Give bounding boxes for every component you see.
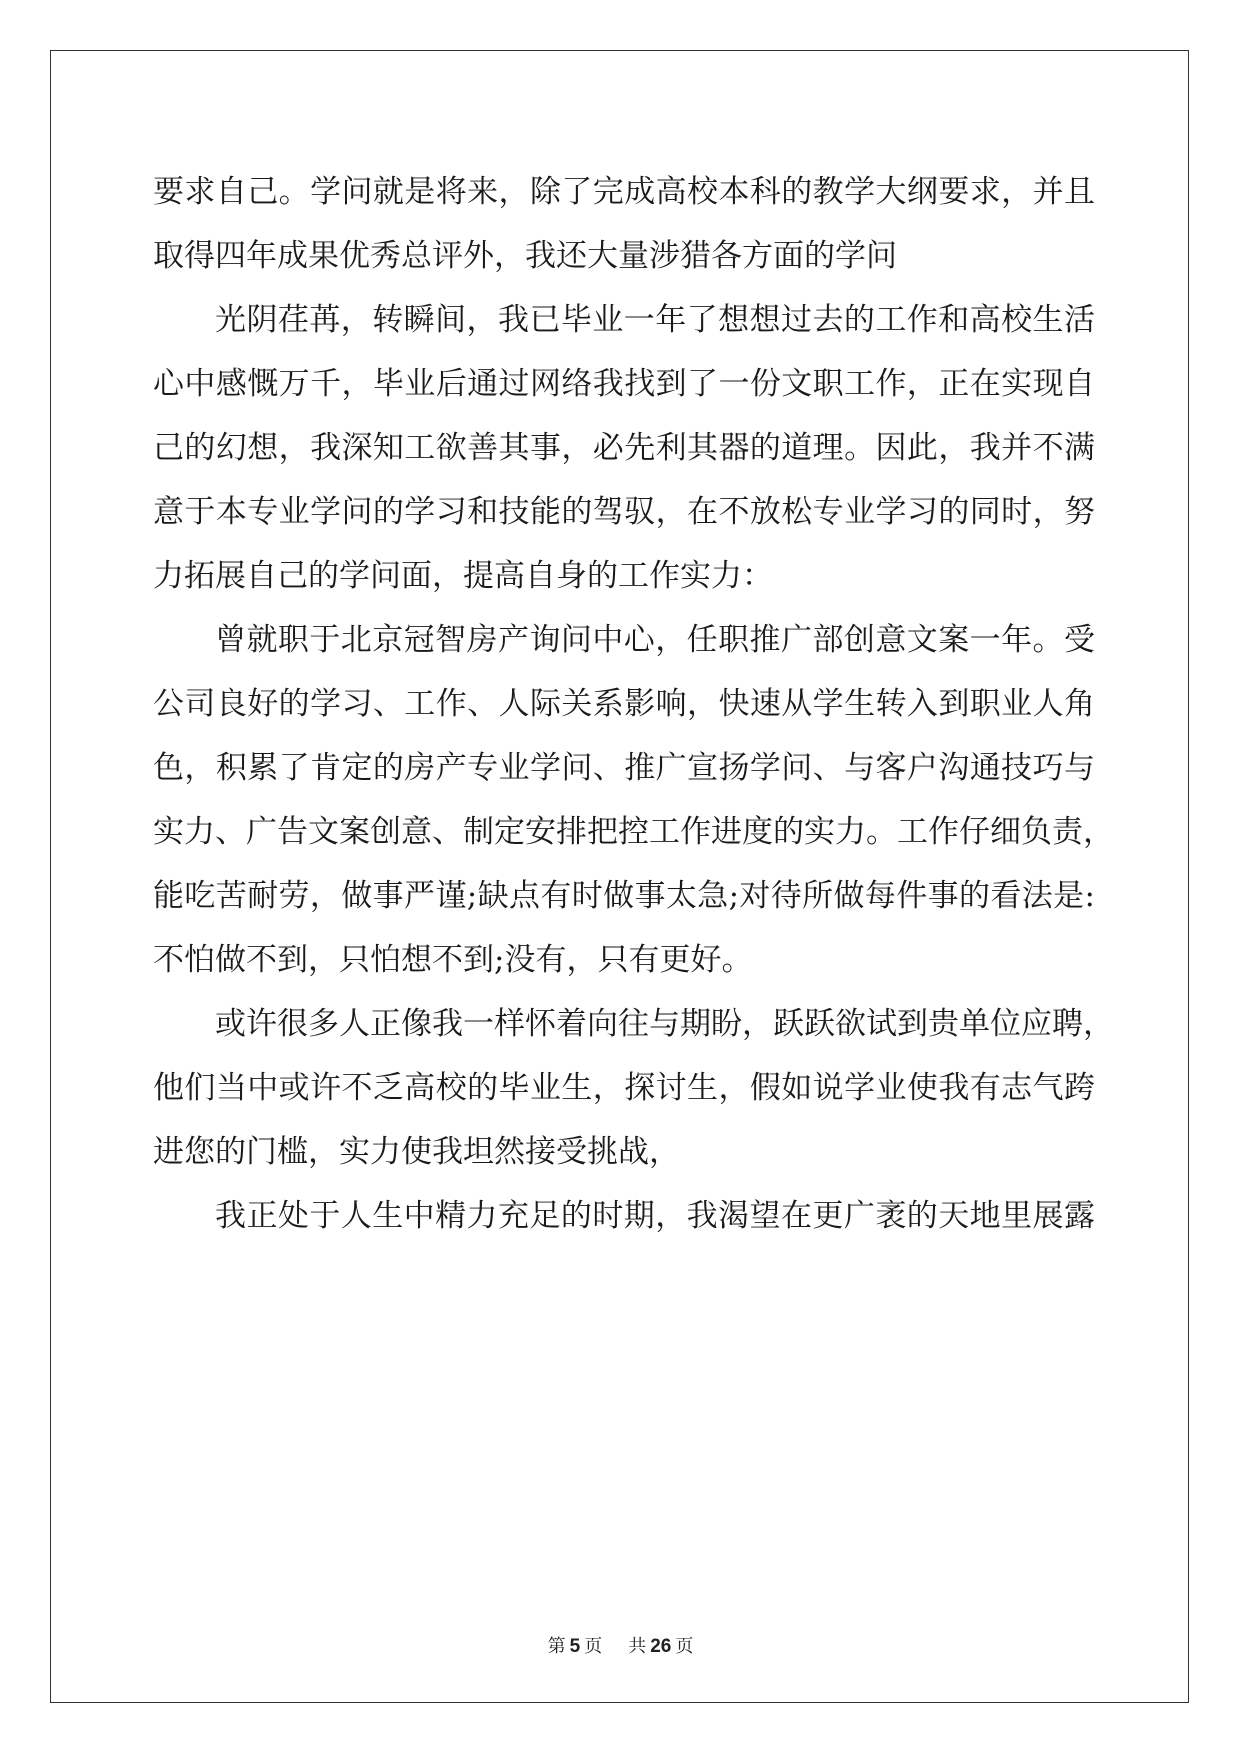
text-line-8: 曾就职于北京冠智房产询问中心，任职推广部创意文案一年。受 [215, 622, 1095, 658]
text-line-6: 意于本专业学问的学习和技能的驾驭，在不放松专业学习的同时，努 [153, 494, 1095, 530]
text-line-9: 公司良好的学习、工作、人际关系影响，快速从学生转入到职业人角 [153, 686, 1095, 722]
page-footer [0, 1632, 1241, 1658]
total-prefix: 共 [628, 1636, 647, 1657]
text-line-2: 取得四年成果优秀总评外，我还大量涉猎各方面的学问 [153, 238, 897, 274]
document-body [153, 160, 1114, 1248]
text-line-7: 力拓展自己的学问面，提高自身的工作实力： [153, 558, 773, 594]
text-line-12: 能吃苦耐劳，做事严谨;缺点有时做事太急;对待所做每件事的看法是: [153, 878, 1095, 914]
text-line-1: 要求自己。学问就是将来，除了完成高校本科的教学大纲要求，并且 [153, 174, 1095, 210]
text-line-10: 色，积累了肯定的房产专业学问、推广宣扬学问、与客户沟通技巧与 [153, 750, 1095, 786]
page-suffix: 页 [584, 1636, 603, 1657]
page-prefix: 第 [547, 1636, 566, 1657]
text-line-15: 他们当中或许不乏高校的毕业生，探讨生，假如说学业使我有志气跨 [153, 1070, 1095, 1106]
total-suffix: 页 [675, 1636, 694, 1657]
text-line-4: 心中感慨万千，毕业后通过网络我找到了一份文职工作，正在实现自 [153, 366, 1095, 402]
text-line-5: 己的幻想，我深知工欲善其事，必先利其器的道理。因此，我并不满 [153, 430, 1095, 466]
text-line-17: 我正处于人生中精力充足的时期，我渴望在更广袤的天地里展露 [215, 1198, 1095, 1234]
total-pages: 26 [650, 1636, 672, 1657]
text-line-3: 光阴荏苒，转瞬间，我已毕业一年了想想过去的工作和高校生活 [215, 302, 1095, 338]
text-line-11: 实力、广告文案创意、制定安排把控工作进度的实力。工作仔细负责， [153, 814, 1114, 850]
text-line-13: 不怕做不到，只怕想不到;没有，只有更好。 [153, 942, 753, 978]
text-line-16: 进您的门槛，实力使我坦然接受挑战， [153, 1134, 680, 1170]
text-line-14: 或许很多人正像我一样怀着向往与期盼，跃跃欲试到贵单位应聘， [215, 1006, 1114, 1042]
page-number: 5 [569, 1636, 581, 1657]
